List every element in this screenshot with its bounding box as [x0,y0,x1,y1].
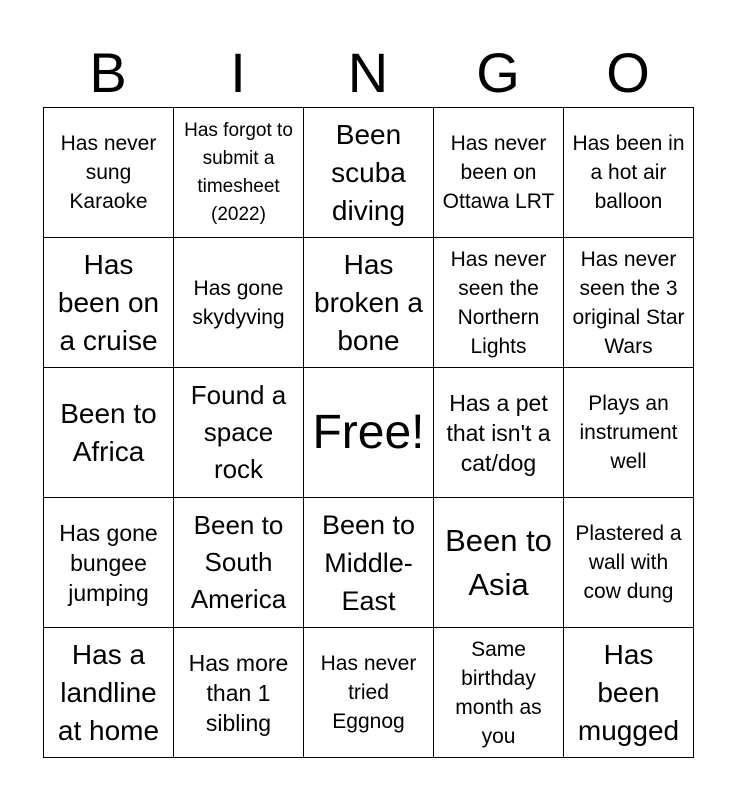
bingo-cell-r3-c4[interactable] [434,368,564,498]
bingo-cell-r1-c3[interactable] [304,108,434,238]
bingo-cell-r1-c2[interactable] [174,108,304,238]
cell-text: Has a pet that isn't a cat/dog [446,389,551,476]
cell-text: Has a landline at home [57,638,160,746]
cell-text: Has never seen the 3 original Star Wars [572,247,685,358]
cell-text: Been to South America [190,510,287,614]
cell-text: Same birthday month as you [455,637,542,748]
bingo-cell-r5-c4[interactable] [434,628,564,758]
bingo-cell-r1-c4[interactable] [434,108,564,238]
cell-text: Been to Africa [60,397,157,467]
bingo-cell-r3-c2[interactable] [174,368,304,498]
cell-text: Has been mugged [577,638,680,746]
bingo-cell-r5-c3[interactable] [304,628,434,758]
bingo-cell-r1-c5[interactable] [564,108,694,238]
bingo-cell-r4-c3[interactable] [304,498,434,628]
bingo-header [43,40,693,106]
cell-text: Has been on a cruise [57,248,160,356]
cell-text: Plastered a wall with cow dung [575,522,682,603]
header-letter-i: I [230,41,246,104]
cell-text: Has never sung Karaoke [60,132,157,213]
cell-text: Has broken a bone [314,248,423,356]
bingo-cell-r4-c4[interactable] [434,498,564,628]
cell-text: Has gone skydyving [192,276,285,329]
bingo-cell-r5-c1[interactable] [44,628,174,758]
bingo-cell-r3-c1[interactable] [44,368,174,498]
bingo-cell-free[interactable] [304,368,434,498]
bingo-cell-r2-c4[interactable] [434,238,564,368]
cell-text: Found a space rock [190,380,287,484]
header-letter-b: B [89,41,127,104]
cell-text: Plays an instrument well [579,392,678,473]
cell-text: Has never tried Eggnog [320,652,417,733]
bingo-cell-r2-c2[interactable] [174,238,304,368]
bingo-cell-r1-c1[interactable] [44,108,174,238]
bingo-cell-r4-c1[interactable] [44,498,174,628]
bingo-cell-r5-c2[interactable] [174,628,304,758]
cell-text: Has more than 1 sibling [188,649,289,736]
header-letter-o: O [606,41,650,104]
bingo-cell-r4-c5[interactable] [564,498,694,628]
cell-text: Has never seen the Northern Lights [450,247,547,358]
bingo-board [43,107,694,758]
header-letter-n: N [347,41,389,104]
header-letter-g: G [476,41,520,104]
bingo-cell-r5-c5[interactable] [564,628,694,758]
cell-text: Has been in a hot air balloon [572,132,685,213]
cell-text: Been to Asia [445,522,552,602]
cell-text: Been scuba diving [331,118,406,226]
cell-text: Has never been on Ottawa LRT [442,132,555,213]
bingo-cell-r3-c5[interactable] [564,368,694,498]
free-space-label: Free! [312,405,425,459]
cell-text: Been to Middle-East [321,509,416,616]
bingo-cell-r2-c1[interactable] [44,238,174,368]
bingo-cell-r2-c3[interactable] [304,238,434,368]
cell-text: Has forgot to submit a timesheet (2022) [184,119,293,225]
cell-text: Has gone bungee jumping [59,519,158,606]
bingo-cell-r4-c2[interactable] [174,498,304,628]
bingo-cell-r2-c5[interactable] [564,238,694,368]
